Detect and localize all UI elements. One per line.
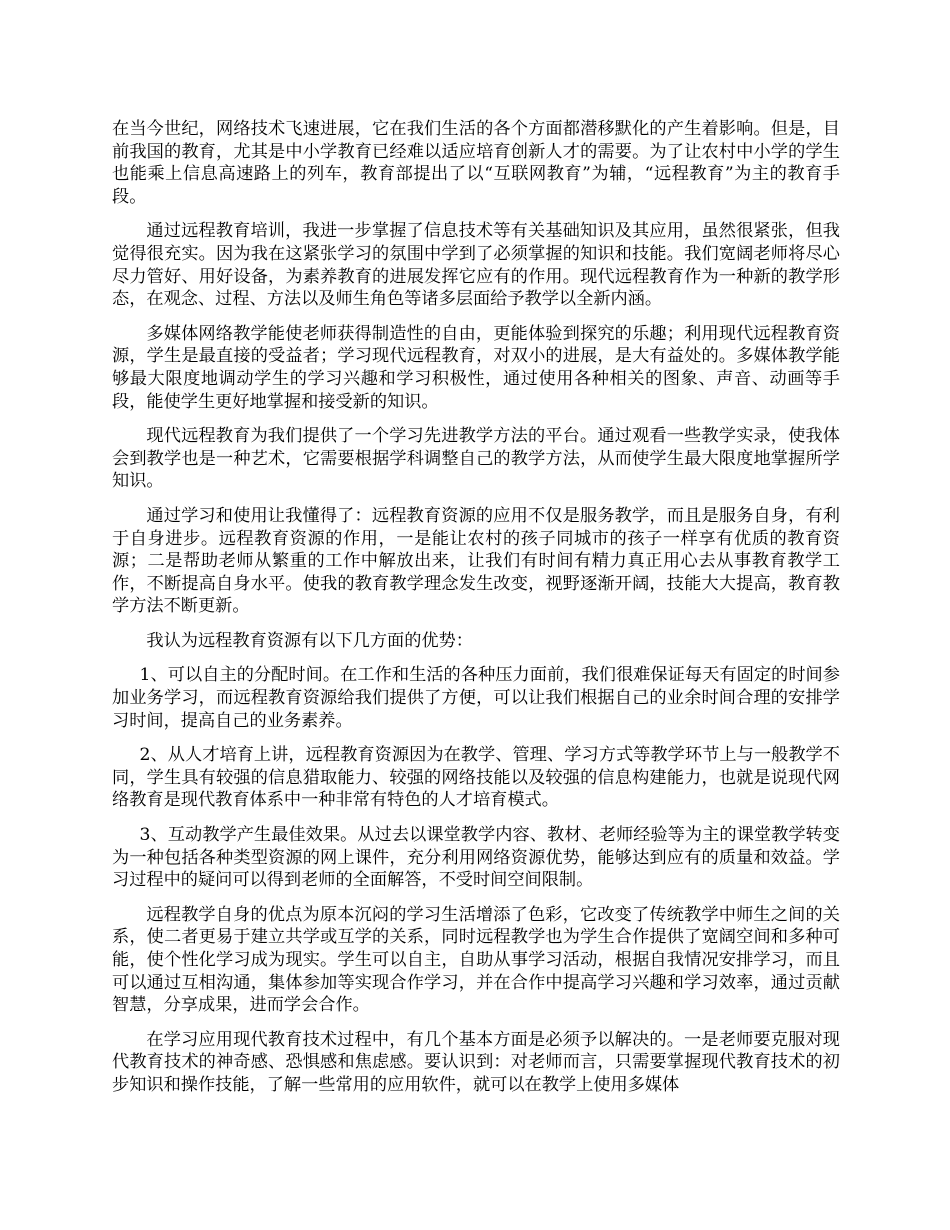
paragraph-advantage-3: 3、互动教学产生最佳效果。从过去以课堂教学内容、教材、老师经验等为主的课堂教学转变为一种包括各种类型资源的网上课件，充分利用网络资源优势，能够达到应有的质量和效益。学习过程中的疑问可以得到老师的全面解答，不受时间空间限制。	[112, 825, 840, 891]
paragraph-multimedia: 多媒体网络教学能使老师获得制造性的自由，更能体验到探究的乐趣；利用现代远程教育资源，学生是最直接的受益者；学习现代远程教育，对双小的进展，是大有益处的。多媒体教学能够最大限度地调动学生的学习兴趣和学习积极性，通过使用各种相关的图象、声音、动画等手段，能使学生更好地掌握和接受新的知识。	[112, 323, 840, 412]
paragraph-advantage-2: 2、从人才培育上讲，远程教育资源因为在教学、管理、学习方式等教学环节上与一般教学不同，学生具有较强的信息猎取能力、较强的网络技能以及较强的信息构建能力，也就是说现代网络教育是现代教育体系中一种非常有特色的人才培育模式。	[112, 745, 840, 811]
paragraph-intro: 在当今世纪，网络技术飞速进展，它在我们生活的各个方面都潜移默化的产生着影响。但是，目前我国的教育，尤其是中小学教育已经难以适应培育创新人才的需要。为了让农村中小学的学生也能乘上信息高速路上的列车，教育部提出了以“互联网教育”为辅，“远程教育”为主的教育手段。	[112, 119, 840, 207]
paragraph-resources-use: 通过学习和使用让我懂得了：远程教育资源的应用不仅是服务教学，而且是服务自身，有利于自身进步。远程教育资源的作用，一是能让农村的孩子同城市的孩子一样享有优质的教育资源；二是帮助老师从繁重的工作中解放出来，让我们有时间有精力真正用心去从事教育教学工作，不断提高自身水平。使我的教育教学理念发生改变，视野逐渐开阔，技能大大提高，教育教学方法不断更新。	[112, 505, 840, 617]
paragraph-technology-issues: 在学习应用现代教育技术过程中，有几个基本方面是必须予以解决的。一是老师要克服对现代教育技术的神奇感、恐惧感和焦虑感。要认识到：对老师而言，只需要掌握现代教育技术的初步知识和操作技能，了解一些常用的应用软件，就可以在教学上使用多媒体	[112, 1029, 840, 1095]
paragraph-remote-teaching: 远程教学自身的优点为原本沉闷的学习生活增添了色彩，它改变了传统教学中师生之间的关系，使二者更易于建立共学或互学的关系，同时远程教学也为学生合作提供了宽阔空间和多种可能，使个性化学习成为现实。学生可以自主，自助从事学习活动，根据自我情况安排学习，而且可以通过互相沟通，集体参加等实现合作学习，并在合作中提高学习兴趣和学习效率，通过贡献智慧，分享成果，进而学会合作。	[112, 904, 840, 1016]
paragraph-training: 通过远程教育培训，我进一步掌握了信息技术等有关基础知识及其应用，虽然很紧张，但我觉得很充实。因为我在这紧张学习的氛围中学到了必须掌握的知识和技能。我们宽阔老师将尽心尽力管好、用好设备，为素养教育的进展发挥它应有的作用。现代远程教育作为一种新的教学形态，在观念、过程、方法以及师生角色等诸多层面给予教学以全新内涵。	[112, 221, 840, 310]
paragraph-advantages-intro: 我认为远程教育资源有以下几方面的优势：	[146, 630, 473, 651]
document-page	[112, 118, 840, 1109]
paragraph-advantage-1: 1、可以自主的分配时间。在工作和生活的各种压力面前，我们很难保证每天有固定的时间参加业务学习，而远程教育资源给我们提供了方便，可以让我们根据自己的业余时间合理的安排学习时间，提高自己的业务素养。	[112, 665, 840, 731]
paragraph-platform: 现代远程教育为我们提供了一个学习先进教学方法的平台。通过观看一些教学实录，使我体会到教学也是一种艺术，它需要根据学科调整自己的教学方法，从而使学生最大限度地掌握所学知识。	[112, 426, 840, 492]
